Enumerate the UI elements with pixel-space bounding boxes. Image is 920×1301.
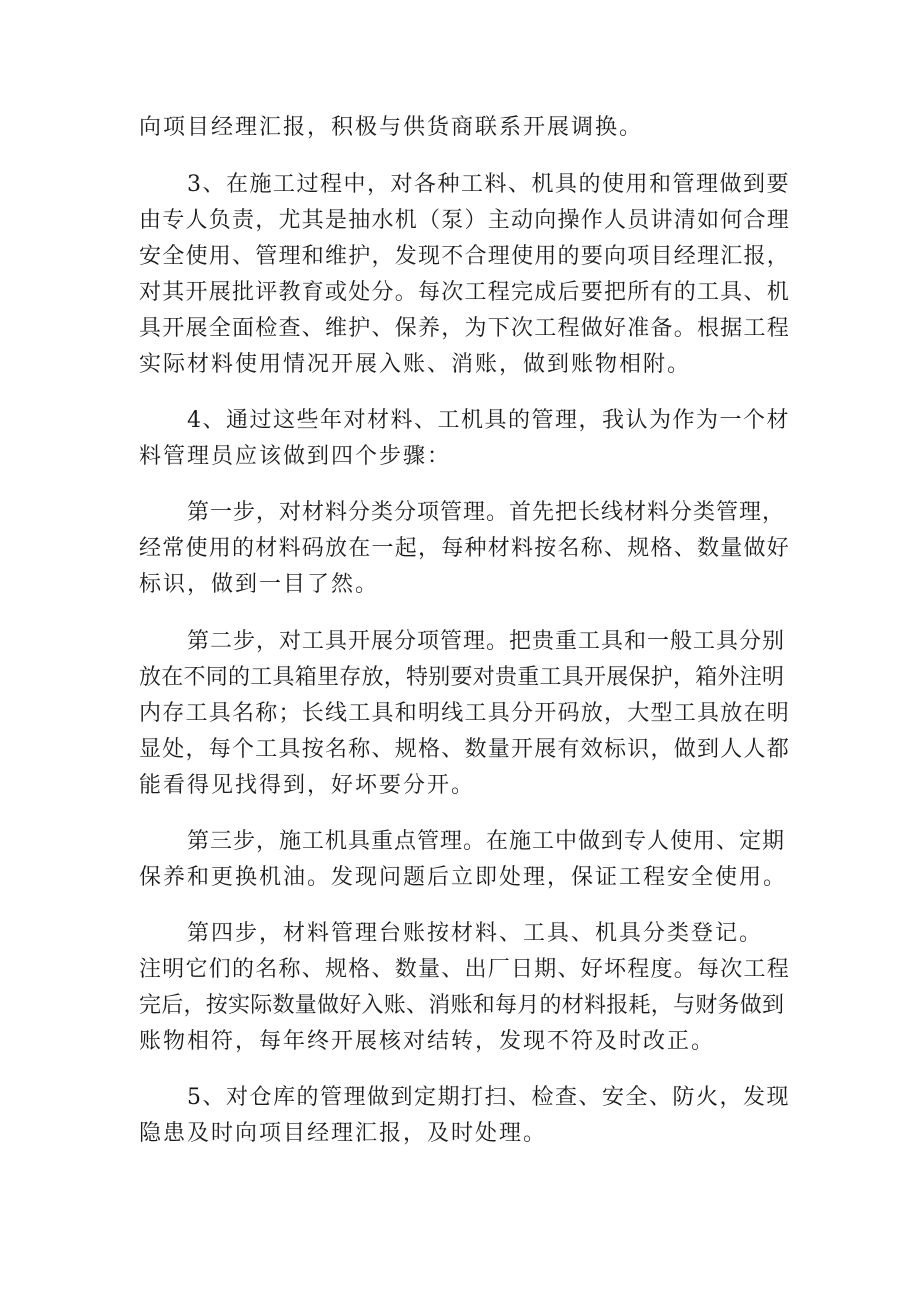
text-line: 完后，按实际数量做好入账、消账和每月的材料报耗，与财务做到 <box>139 993 785 1018</box>
text-line: 5、对仓库的管理做到定期打扫、检查、安全、防火，发现 <box>187 1085 790 1110</box>
text-line: 料管理员应该做到四个步骤： <box>139 444 452 469</box>
text-line: 注明它们的名称、规格、数量、出厂日期、好坏程度。每次工程 <box>139 957 791 982</box>
text-line: 由专人负责，尤其是抽水机（泵）主动向操作人员讲清如何合理 <box>139 208 791 233</box>
text-line: 显处，每个工具按名称、规格、数量开展有效标识，做到人人都 <box>139 737 791 762</box>
text-line: 经常使用的材料码放在一起，每种材料按名称、规格、数量做好 <box>139 536 791 561</box>
text-line: 3、在施工过程中，对各种工料、机具的使用和管理做到要 <box>187 172 790 197</box>
text-line: 对其开展批评教育或处分。每次工程完成后要把所有的工具、机 <box>139 280 791 305</box>
text-line: 放在不同的工具箱里存放，特别要对贵重工具开展保护，箱外注明 <box>139 665 785 690</box>
text-line: 能看得见找得到，好坏要分开。 <box>139 773 476 798</box>
text-line: 安全使用、管理和维护，发现不合理使用的要向项目经理汇报， <box>139 244 791 269</box>
text-line: 第三步，施工机具重点管理。在施工中做到专人使用、定期 <box>187 829 786 854</box>
text-line: 4、通过这些年对材料、工机具的管理，我认为作为一个材 <box>187 408 790 433</box>
text-line: 向项目经理汇报，积极与供货商联系开展调换。 <box>139 115 644 140</box>
text-line: 隐患及时向项目经理汇报，及时处理。 <box>139 1121 548 1146</box>
text-line: 具开展全面检查、维护、保养，为下次工程做好准备。根据工程 <box>139 316 791 341</box>
text-line: 第二步，对工具开展分项管理。把贵重工具和一般工具分别 <box>187 629 786 654</box>
text-line: 实际材料使用情况开展入账、消账，做到账物相附。 <box>139 352 692 377</box>
text-line: 第四步，材料管理台账按材料、工具、机具分类登记。 <box>187 921 764 946</box>
text-line: 内存工具名称；长线工具和明线工具分开码放，大型工具放在明 <box>139 701 791 726</box>
text-line: 第一步，对材料分类分项管理。首先把长线材料分类管理， <box>187 500 786 525</box>
text-line: 账物相符，每年终开展核对结转，发现不符及时改正。 <box>139 1029 716 1054</box>
text-line: 标识，做到一目了然。 <box>139 572 380 597</box>
text-line: 保养和更换机油。发现问题后立即处理，保证工程安全使用。 <box>139 865 788 890</box>
